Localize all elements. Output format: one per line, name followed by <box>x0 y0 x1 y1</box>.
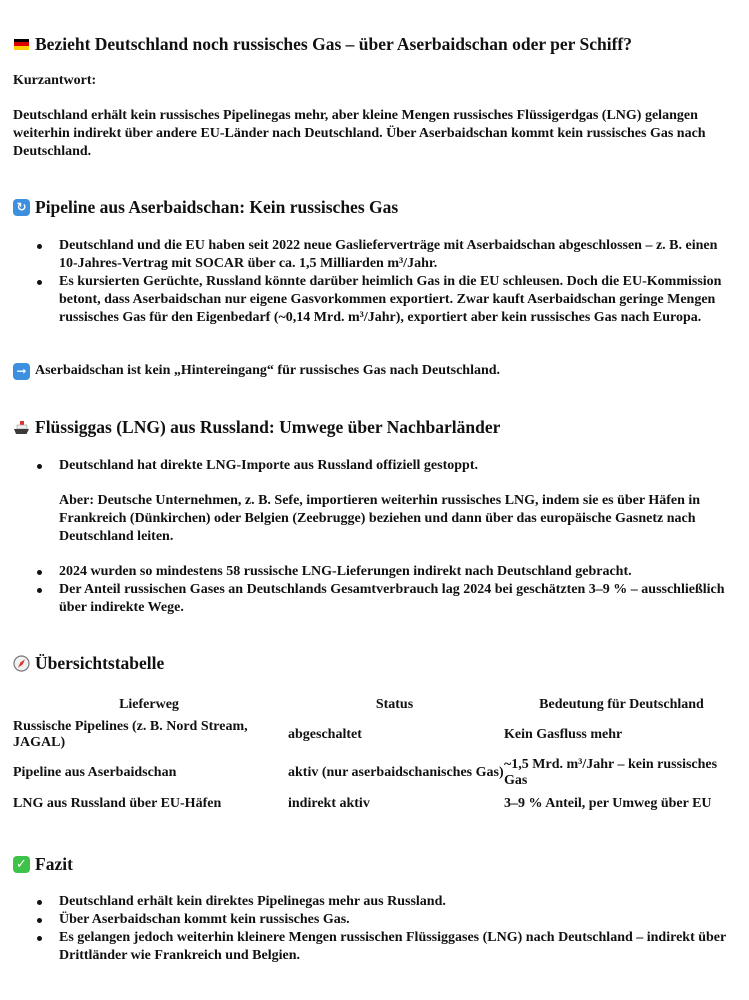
fazit-list <box>13 893 749 965</box>
list-item: 2024 wurden so mindestens 58 russische LNG-Lieferungen indirekt nach Deutschland gebracht. <box>59 563 749 581</box>
table-row <box>13 754 739 792</box>
table-row <box>13 792 739 816</box>
table-cell: aktiv (nur aserbaidschanisches Gas) <box>288 765 504 780</box>
table-cell: Kein Gasfluss mehr <box>504 727 623 742</box>
table-header-row <box>13 694 739 716</box>
table-cell: abgeschaltet <box>288 727 362 742</box>
page-title-text: Bezieht Deutschland noch russisches Gas – über Aserbaidschan oder per Schiff? <box>35 34 632 54</box>
page-title <box>13 33 632 55</box>
table-heading-text: Übersichtstabelle <box>35 653 165 673</box>
repeat-arrows-icon: ↻ <box>13 199 30 216</box>
list-item: Deutschland und die EU haben seit 2022 neue Gaslieferverträge mit Aserbaidschan abgeschlossen – z. B. einen 10-Jahres-Vertrag mit SOCAR über ca. 1,5 Milliarden m³/Jahr. <box>59 237 739 273</box>
pipeline-conclusion <box>13 362 500 380</box>
pipeline-conclusion-text: Aserbaidschan ist kein „Hintereingang“ für russisches Gas nach Deutschland. <box>35 363 501 378</box>
lng-heading-text: Flüssiggas (LNG) aus Russland: Umwege über Nachbarländer <box>35 417 501 437</box>
kurzantwort-label: Kurzantwort: <box>13 73 97 88</box>
lng-bullet-extra: Aber: Deutsche Unternehmen, z. B. Sefe, importieren weiterhin russisches LNG, indem sie es über Häfen in Frankreich (Dünkirchen) oder Belgien (Zeebrugge) beziehen und dann über das europäische Gasnetz nach Deutschland leiten. <box>59 493 701 544</box>
overview-table <box>13 694 739 816</box>
german-flag-icon <box>13 36 30 53</box>
lng-heading <box>13 416 500 438</box>
table-cell: Pipeline aus Aserbaidschan <box>13 765 177 780</box>
pipeline-list <box>13 237 739 327</box>
table-cell: LNG aus Russland über EU-Häfen <box>13 796 222 811</box>
column-header: Status <box>375 697 414 712</box>
column-header: Bedeutung für Deutschland <box>539 697 704 712</box>
pipeline-heading-text: Pipeline aus Aserbaidschan: Kein russisches Gas <box>35 197 399 217</box>
list-item <box>59 457 749 546</box>
pipeline-heading <box>13 196 398 218</box>
table-cell: indirekt aktiv <box>288 796 370 811</box>
compass-icon <box>13 655 30 672</box>
table-row <box>13 716 739 754</box>
list-item: Es gelangen jedoch weiterhin kleinere Mengen russischen Flüssiggases (LNG) nach Deutschland – indirekt über Drittländer wie Frankreich und Belgien. <box>59 929 749 965</box>
ship-icon <box>13 419 30 436</box>
list-item: Deutschland erhält kein direktes Pipelinegas mehr aus Russland. <box>59 893 749 911</box>
list-item: Es kursierten Gerüchte, Russland könnte darüber heimlich Gas in die EU schleusen. Doch die EU-Kommission betont, dass Aserbaidschan nur eigene Gasvorkommen exportiert. Zwar kauft Aserbaidschan geringe Mengen russisches Gas für den Eigenbedarf (~0,14 Mrd. m³/Jahr), exportiert aber kein russisches Gas nach Europa. <box>59 273 739 327</box>
column-header: Lieferweg <box>119 697 179 712</box>
fazit-heading-text: Fazit <box>35 854 73 874</box>
table-cell: Russische Pipelines (z. B. Nord Stream, JAGAL) <box>13 719 248 750</box>
right-arrow-icon: ➞ <box>13 363 30 380</box>
fazit-heading <box>13 853 73 875</box>
list-item: Der Anteil russischen Gases an Deutschlands Gesamtverbrauch lag 2024 bei geschätzten 3–9 % – ausschließlich über indirekte Wege. <box>59 581 749 617</box>
table-cell: ~1,5 Mrd. m³/Jahr – kein russisches Gas <box>504 757 718 788</box>
lng-list <box>13 457 749 617</box>
kurzantwort-text: Deutschland erhält kein russisches Pipelinegas mehr, aber kleine Mengen russisches Flüssigerdgas (LNG) gelangen weiterhin indirekt über andere EU-Länder nach Deutschland. Über Aserbaidschan kommt kein russisches Gas nach Deutschland. <box>13 108 706 159</box>
check-mark-icon: ✓ <box>13 856 30 873</box>
table-heading <box>13 652 164 674</box>
list-item: Über Aserbaidschan kommt kein russisches Gas. <box>59 911 749 929</box>
table-cell: 3–9 % Anteil, per Umweg über EU <box>504 796 712 811</box>
lng-bullet-text: Deutschland hat direkte LNG-Importe aus Russland offiziell gestoppt. <box>59 458 478 473</box>
